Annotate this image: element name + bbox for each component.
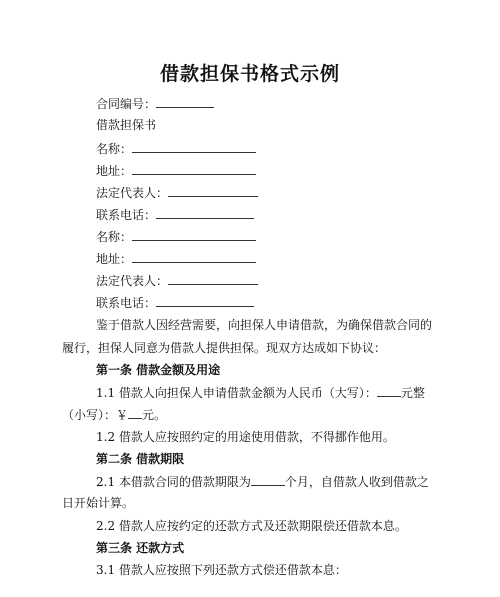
document-subtitle: 借款担保书 bbox=[96, 118, 157, 132]
party1-phone-label: 联系电话： bbox=[96, 208, 157, 222]
document-title: 借款担保书格式示例 bbox=[159, 63, 340, 85]
party2-phone-row bbox=[96, 294, 254, 311]
article1-p1-text-c: （小写）：￥ bbox=[62, 408, 129, 422]
party1-rep-row bbox=[96, 184, 258, 201]
contract-number-blank[interactable] bbox=[156, 95, 214, 108]
party2-rep-label: 法定代表人： bbox=[96, 274, 169, 288]
article2-p1-line1 bbox=[96, 473, 429, 490]
party1-name-row bbox=[96, 140, 256, 157]
party1-phone-blank[interactable] bbox=[156, 206, 254, 219]
article2-p1-line2: 日开始计算。 bbox=[62, 496, 135, 510]
article3-p1: 3.1 借款人应按照下列还款方式偿还借款本息： bbox=[96, 563, 347, 577]
party2-name-row bbox=[96, 228, 256, 245]
party2-rep-blank[interactable] bbox=[168, 272, 258, 285]
loan-term-blank[interactable] bbox=[251, 473, 285, 486]
party2-rep-row bbox=[96, 272, 258, 289]
loan-amount-digits-blank[interactable] bbox=[128, 406, 142, 419]
article1-heading: 第一条 借款金额及用途 bbox=[96, 363, 221, 377]
party2-phone-blank[interactable] bbox=[156, 294, 254, 307]
loan-amount-words-blank[interactable] bbox=[377, 384, 401, 397]
party1-address-blank[interactable] bbox=[132, 162, 256, 175]
article2-p1-text-b: 个月，自借款人收到借款之 bbox=[284, 475, 429, 489]
party2-name-blank[interactable] bbox=[132, 228, 256, 241]
article1-p1-text-b: 元整 bbox=[400, 386, 425, 400]
contract-number-label: 合同编号： bbox=[96, 97, 157, 111]
party1-address-row bbox=[96, 162, 256, 179]
article1-p1-line2 bbox=[62, 406, 442, 423]
party1-address-label: 地址： bbox=[96, 164, 133, 178]
article2-p2: 2.2 借款人应按约定的还款方式及还款期限偿还借款本息。 bbox=[96, 519, 407, 533]
article1-p2: 1.2 借款人应按照约定的用途使用借款，不得挪作他用。 bbox=[96, 430, 395, 444]
intro-line-2: 履行，担保人同意为借款人提供担保。现双方达成如下协议： bbox=[62, 341, 387, 355]
party1-name-blank[interactable] bbox=[132, 140, 256, 153]
party2-address-row bbox=[96, 250, 256, 267]
article2-heading: 第二条 借款期限 bbox=[96, 452, 185, 466]
article1-p1-text-a: 1.1 借款人向担保人申请借款金额为人民币（大写）： bbox=[96, 386, 377, 400]
party1-name-label: 名称： bbox=[96, 142, 133, 156]
intro-line-1: 鉴于借款人因经营需要，向担保人申请借款，为确保借款合同的 bbox=[96, 318, 433, 332]
article1-p1-line1 bbox=[96, 384, 425, 401]
party2-name-label: 名称： bbox=[96, 230, 133, 244]
article3-heading: 第三条 还款方式 bbox=[96, 541, 185, 555]
party1-phone-row bbox=[96, 206, 254, 223]
party1-rep-blank[interactable] bbox=[168, 184, 258, 197]
article2-p1-text-a: 2.1 本借款合同的借款期限为 bbox=[96, 475, 251, 489]
party2-address-label: 地址： bbox=[96, 252, 133, 266]
party1-rep-label: 法定代表人： bbox=[96, 186, 169, 200]
party2-address-blank[interactable] bbox=[132, 250, 256, 263]
contract-number-row bbox=[96, 95, 214, 112]
article1-p1-text-d: 元。 bbox=[142, 408, 167, 422]
party2-phone-label: 联系电话： bbox=[96, 296, 157, 310]
